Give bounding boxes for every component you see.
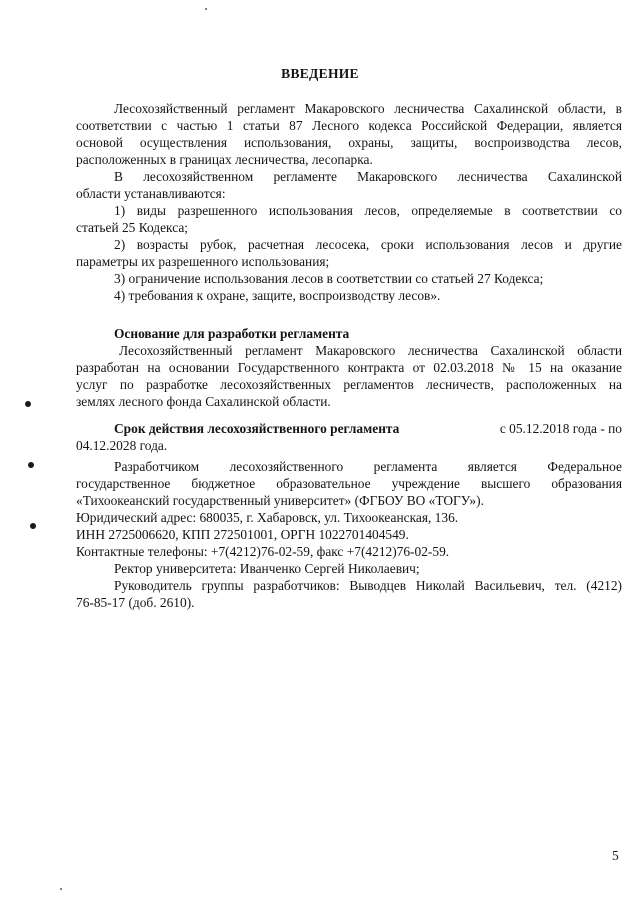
group-head-line-1: Руководитель группы разработчиков: Выводцев Николай Васильевич, тел. (4212) [114,578,622,593]
term-line-1 [114,421,622,437]
intro-line-1: Лесохозяйственный регламент Макаровского лесничества Сахалинской области, в [114,101,622,116]
term-line-2: 04.12.2028 года. [76,438,168,453]
basis-line-3: услуг по разработке лесохозяйственных регламентов лесничеств, расположенных на [76,377,622,392]
binding-hole-mark [29,522,37,530]
basis-line-2: разработан на основании Государственного контракта от 02.03.2018 № 15 на оказание [76,360,622,375]
term-dates: с 05.12.2018 года - по [499,421,622,436]
list-item-3: 3) ограничение использования лесов в соответствии со статьей 27 Кодекса; [114,271,544,286]
intro-line-6: области устанавливаются: [76,186,226,201]
basis-line-4: землях лесного фонда Сахалинской области. [76,394,331,409]
binding-hole-mark [24,400,32,408]
developer-line-1: Разработчиком лесохозяйственного регламента является Федеральное [114,459,622,474]
binding-hole-mark [27,461,35,469]
page-number: 5 [612,848,619,863]
group-head-line-2: 76-85-17 (доб. 2610). [76,595,195,610]
developer-line-3: «Тихоокеанский государственный университет» (ФГБОУ ВО «ТОГУ»). [76,493,484,508]
basis-line-1: Лесохозяйственный регламент Макаровского лесничества Сахалинской области [119,343,622,358]
list-item-1-line-1: 1) виды разрешенного использования лесов, определяемые в соответствии со [114,203,622,218]
basis-heading: Основание для разработки регламента [114,326,350,341]
scan-speck [60,888,62,890]
contact-phones: Контактные телефоны: +7(4212)76-02-59, факс +7(4212)76-02-59. [76,544,450,559]
registration-ids: ИНН 2725006620, КПП 272501001, ОРГН 1022701404549. [76,527,409,542]
developer-line-2: государственное бюджетное образовательное учреждение высшего образования [76,476,622,491]
page-title: ВВЕДЕНИЕ [281,66,359,81]
list-item-1-line-2: статьей 25 Кодекса; [76,220,188,235]
term-heading: Срок действия лесохозяйственного регламента [114,421,400,436]
rector-line: Ректор университета: Иванченко Сергей Николаевич; [114,561,420,576]
intro-line-2: соответствии с частью 1 статьи 87 Лесного кодекса Российской Федерации, является [76,118,622,133]
list-item-2-line-1: 2) возрасты рубок, расчетная лесосека, сроки использования лесов и другие [114,237,622,252]
intro-line-4: расположенных в границах лесничества, лесопарка. [76,152,373,167]
scan-speck [205,8,207,10]
list-item-4: 4) требования к охране, защите, воспроизводству лесов». [114,288,441,303]
intro-line-5: В лесохозяйственном регламенте Макаровского лесничества Сахалинской [114,169,622,184]
intro-line-3: основой осуществления использования, охраны, защиты, воспроизводства лесов, [76,135,622,150]
list-item-2-line-2: параметры их разрешенного использования; [76,254,330,269]
legal-address: Юридический адрес: 680035, г. Хабаровск, ул. Тихоокеанская, 136. [76,510,459,525]
